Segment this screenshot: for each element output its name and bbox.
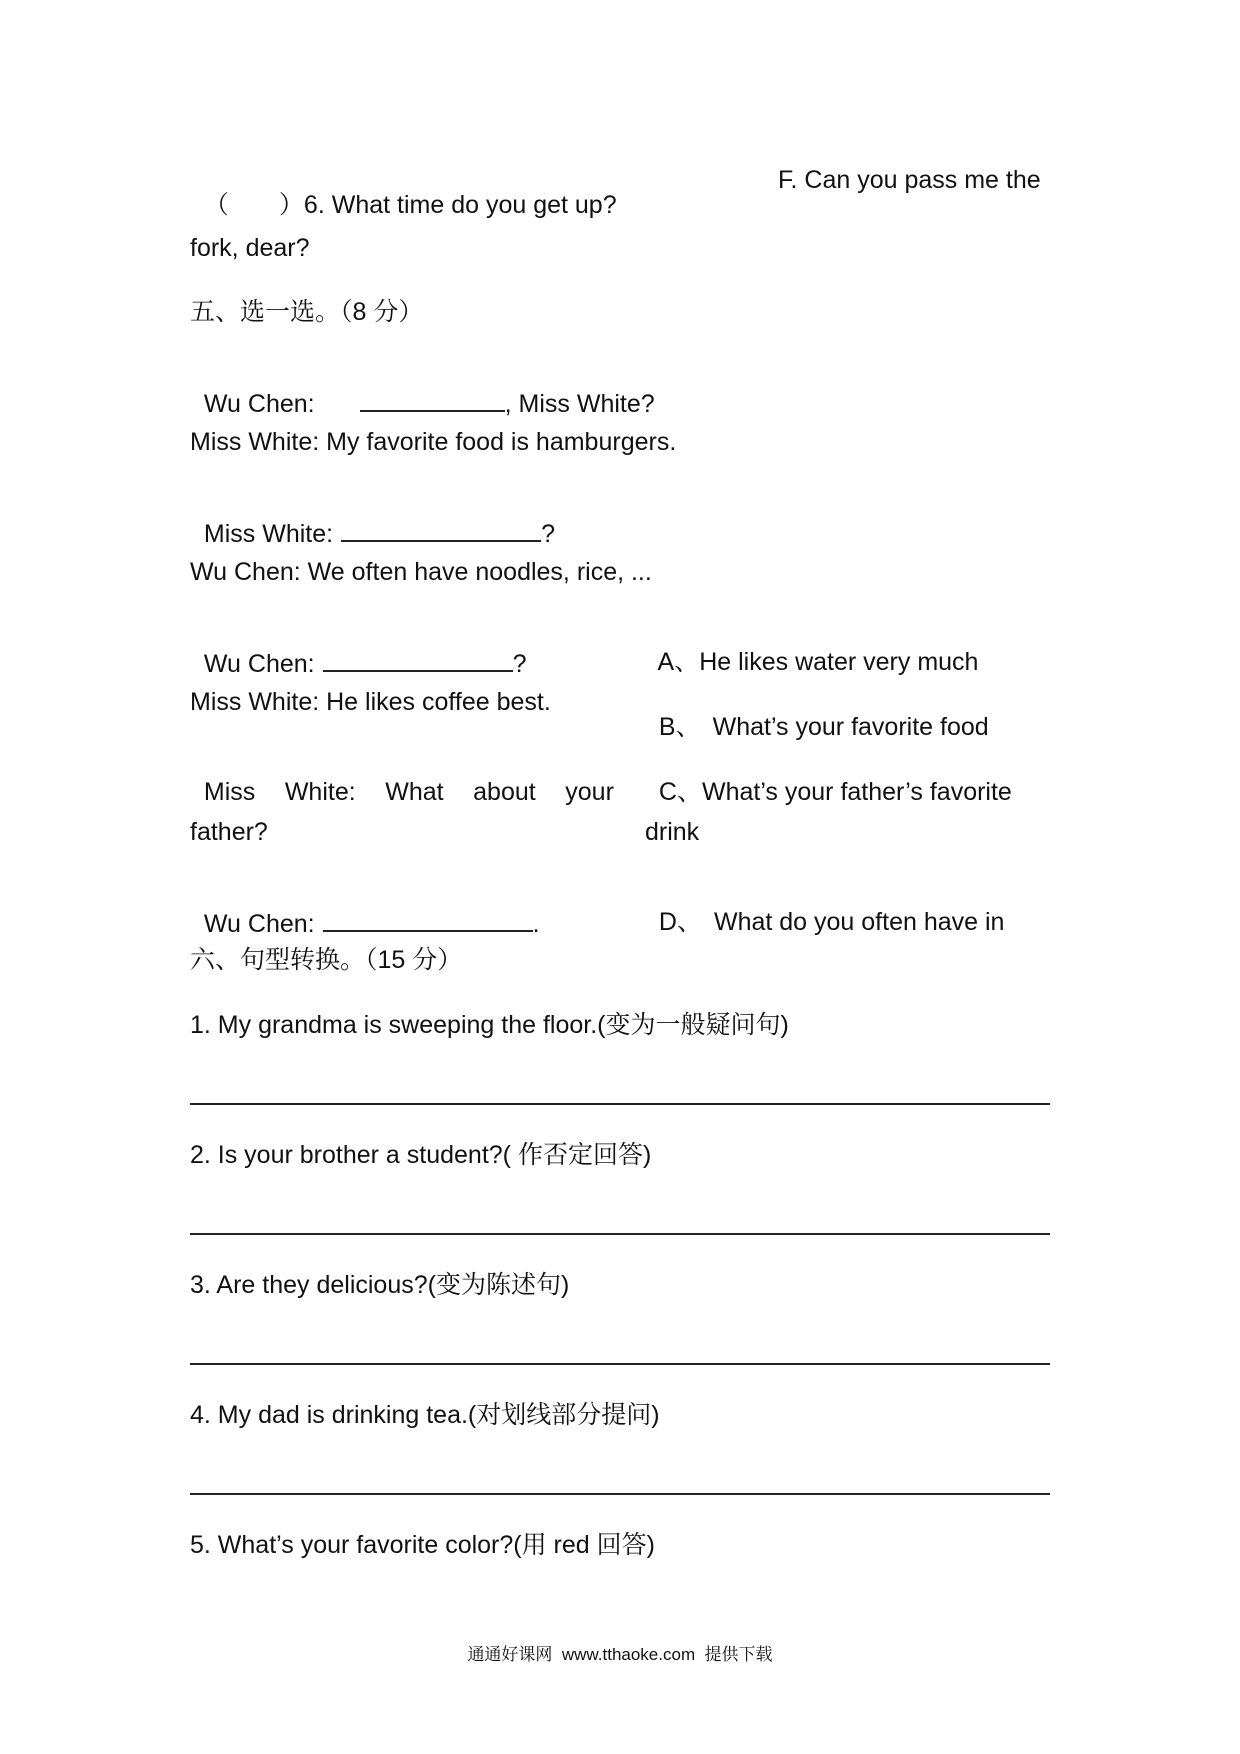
option-c-cont: drink <box>645 818 700 846</box>
answer-blank[interactable] <box>360 390 505 412</box>
dialogue-line-8 <box>190 885 540 937</box>
dialogue-line-7-cont: father? <box>190 818 268 846</box>
q6-line <box>190 168 617 218</box>
speaker: Wu Chen: <box>203 910 315 938</box>
option-text: What’s your father’s favorite <box>701 778 1012 806</box>
answer-line[interactable] <box>190 1493 1050 1495</box>
option-label: B、 <box>658 713 701 741</box>
option-c <box>645 755 1012 805</box>
speaker: Wu Chen: <box>203 390 315 418</box>
answer-line[interactable] <box>190 1103 1050 1105</box>
answer-parentheses: （ ） <box>203 191 304 219</box>
option-b <box>645 690 989 740</box>
speaker: Wu Chen: <box>203 650 315 678</box>
option-label: D、 <box>658 908 702 936</box>
option-d <box>645 885 1004 935</box>
q6-question: 6. What time do you get up? <box>303 191 617 219</box>
dialogue-text: Miss White: What about your <box>203 778 614 806</box>
transform-item-5: 5. What’s your favorite color?(用 red 回答) <box>190 1531 655 1559</box>
page-footer: 通通好课网 www.tthaoke.com 提供下载 <box>467 1645 773 1664</box>
dialogue-line-7 <box>190 755 614 805</box>
answer-blank[interactable] <box>323 910 533 932</box>
option-label: A、 <box>657 648 700 676</box>
speaker: Miss White: <box>203 520 334 548</box>
dialogue-line-2: Miss White: My favorite food is hamburgers. <box>190 428 677 456</box>
dialogue-line-3 <box>190 495 555 547</box>
transform-item-1: 1. My grandma is sweeping the floor.(变为一般疑问句) <box>190 1011 789 1039</box>
transform-item-4: 4. My dad is drinking tea.(对划线部分提问) <box>190 1401 660 1429</box>
dialogue-text: ? <box>512 650 527 678</box>
answer-blank[interactable] <box>341 520 541 542</box>
transform-item-3: 3. Are they delicious?(变为陈述句) <box>190 1271 570 1299</box>
section5-heading: 五、选一选。（8 分） <box>190 298 424 326</box>
transform-item-2: 2. Is your brother a student?( 作否定回答) <box>190 1141 652 1169</box>
dialogue-line-6: Miss White: He likes coffee best. <box>190 688 551 716</box>
answer-line[interactable] <box>190 1233 1050 1235</box>
option-text: What do you often have in <box>713 908 1005 936</box>
option-text: He likes water very much <box>699 648 979 676</box>
q6-answer-part1: F. Can you pass me the <box>778 166 1041 194</box>
option-a <box>645 625 978 675</box>
option-label: C、 <box>658 778 702 806</box>
dialogue-text: , Miss White? <box>504 390 655 418</box>
answer-line[interactable] <box>190 1363 1050 1365</box>
dialogue-line-1 <box>190 365 655 417</box>
q6-answer-part2: fork, dear? <box>190 234 310 262</box>
dialogue-line-5 <box>190 625 527 677</box>
option-text: What’s your favorite food <box>712 713 989 741</box>
answer-blank[interactable] <box>323 650 513 672</box>
dialogue-line-4: Wu Chen: We often have noodles, rice, ... <box>190 558 652 586</box>
section6-heading: 六、句型转换。（15 分） <box>190 946 463 974</box>
dialogue-text: ? <box>541 520 555 548</box>
dialogue-text: . <box>532 910 540 938</box>
